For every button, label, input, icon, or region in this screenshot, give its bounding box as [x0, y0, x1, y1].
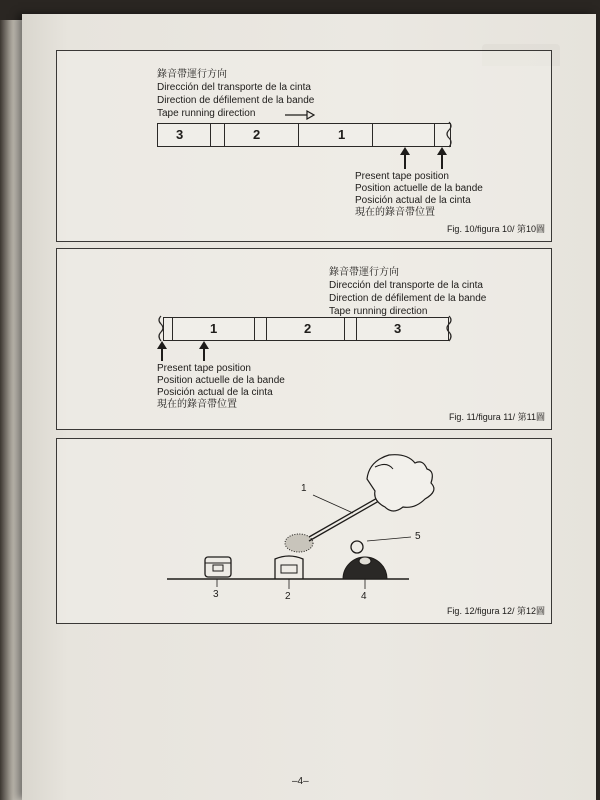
figure-caption: Fig. 11/figura 11/ 第11圖	[448, 412, 545, 422]
figure-10-panel	[56, 50, 552, 242]
direction-label-fr: Direction de défilement de la bande	[329, 293, 487, 304]
tape-head-icon	[275, 556, 303, 579]
callout-label: 3	[213, 589, 219, 600]
tape-torn-end	[443, 121, 457, 149]
position-label-es: Posición actual de la cinta	[355, 195, 471, 206]
direction-arrow-icon	[285, 110, 315, 120]
tape-strip	[157, 123, 451, 147]
page-number: –4–	[292, 776, 309, 787]
tape-divider	[172, 318, 173, 340]
direction-label-es: Dirección del transporte de la cinta	[329, 280, 483, 291]
figure-caption: Fig. 12/figura 12/ 第12圖	[446, 606, 545, 616]
tape-segment-label: 1	[210, 321, 218, 336]
tape-divider	[298, 124, 299, 146]
tape-segment-label: 1	[338, 127, 346, 142]
tape-divider	[344, 318, 345, 340]
direction-label-zh: 錄音帶運行方向	[157, 69, 227, 80]
position-label-en: Present tape position	[157, 363, 251, 374]
tape-segment-label: 3	[394, 321, 402, 336]
callout-label: 1	[301, 483, 307, 494]
figure-11-panel	[56, 248, 552, 430]
tape-segment-label: 3	[176, 127, 184, 142]
position-arrow-icon	[203, 347, 205, 361]
position-label-fr: Position actuelle de la bande	[355, 183, 483, 194]
position-arrow-icon	[161, 347, 163, 361]
tape-divider	[210, 124, 211, 146]
tape-segment-label: 2	[304, 321, 312, 336]
position-label-en: Present tape position	[355, 171, 449, 182]
capstan-icon	[343, 541, 387, 579]
direction-label-es: Dirección del transporte de la cinta	[157, 82, 311, 93]
page-binding-edge	[0, 20, 22, 800]
direction-label-en: Tape running direction	[329, 306, 428, 317]
tape-divider	[224, 124, 225, 146]
figure-caption: Fig. 10/figura 10/ 第10圖	[446, 224, 545, 234]
direction-label-zh: 錄音帶運行方向	[329, 267, 399, 278]
cleaning-illustration	[57, 439, 551, 623]
position-label-fr: Position actuelle de la bande	[157, 375, 285, 386]
position-label-zh: 現在的錄音帶位置	[157, 399, 237, 410]
position-label-zh: 現在的錄音帶位置	[355, 207, 435, 218]
callout-label: 2	[285, 591, 291, 602]
direction-label-en: Tape running direction	[157, 108, 256, 119]
tape-segment-label: 2	[253, 127, 261, 142]
callout-label: 4	[361, 591, 367, 602]
tape-strip	[163, 317, 449, 341]
tape-divider	[254, 318, 255, 340]
tape-torn-end	[443, 315, 457, 343]
position-arrow-icon	[404, 153, 406, 169]
tape-divider	[266, 318, 267, 340]
tape-divider	[434, 124, 435, 146]
callout-label: 5	[415, 531, 421, 542]
figure-12-panel	[56, 438, 552, 624]
tape-divider	[356, 318, 357, 340]
tape-guide-icon	[205, 557, 231, 577]
direction-label-fr: Direction de défilement de la bande	[157, 95, 315, 106]
position-arrow-icon	[441, 153, 443, 169]
tape-divider	[372, 124, 373, 146]
position-label-es: Posición actual de la cinta	[157, 387, 273, 398]
